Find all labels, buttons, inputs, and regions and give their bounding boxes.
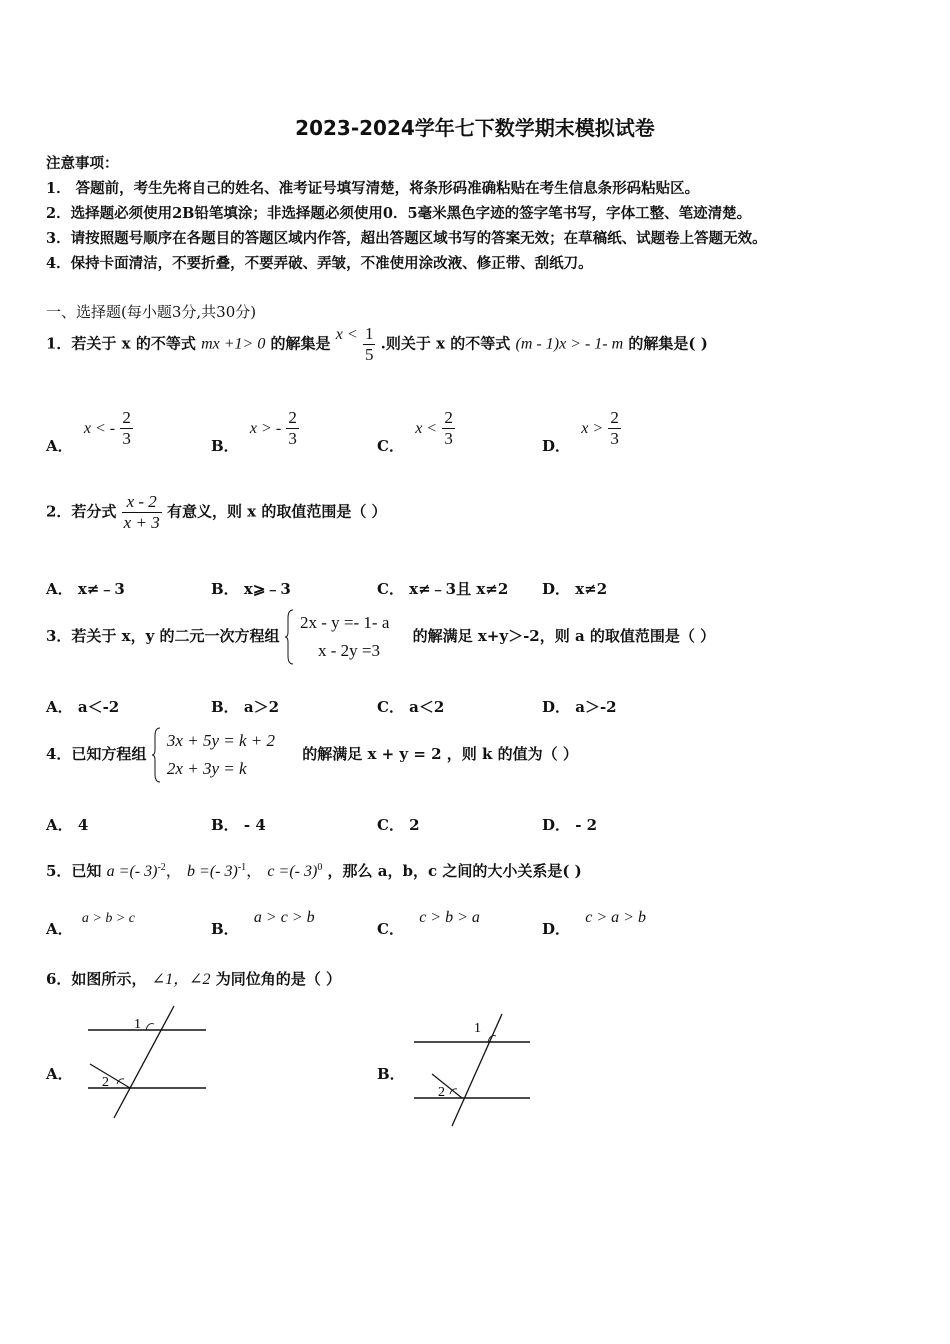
notes-heading: 注意事项： <box>46 155 119 172</box>
q3-suffix: 的解满足 x+y＞-2，则 a 的取值范围是（ ） <box>412 627 716 645</box>
option-label: B． <box>211 436 239 455</box>
q5-b-exp: -1 <box>237 862 247 873</box>
q1-option-d[interactable] <box>542 408 621 455</box>
q5-option-a[interactable] <box>46 906 135 938</box>
q6-angles: ∠1，∠2 <box>151 971 211 988</box>
q1-option-c[interactable] <box>377 408 455 455</box>
q5-option-b[interactable] <box>211 906 315 938</box>
option-label: D． <box>542 920 571 938</box>
q1-inequality-2: (m - 1)x > - 1- m <box>515 335 624 353</box>
q5-option-c[interactable] <box>377 906 480 938</box>
angle-label-1: 1 <box>474 1021 481 1036</box>
q1-mid2: .则关于 x 的不等式 <box>380 334 511 353</box>
q3-option-a[interactable]: A． a＜-2 <box>46 698 120 716</box>
q2-option-c[interactable]: C． x≠﹣3且 x≠2 <box>377 580 509 598</box>
q1-mid: 的解集是 <box>270 334 331 353</box>
option-den: 3 <box>288 429 297 448</box>
question-4 <box>46 726 578 784</box>
note-item: 1． 答题前，考生先将自己的姓名、准考证号填写清楚，将条形码准确粘贴在考生信息条形码粘贴区。 <box>46 180 700 197</box>
q5-c-exp: 0 <box>317 862 323 873</box>
q1-solution-fraction <box>363 324 376 365</box>
q2-den: x + 3 <box>123 513 160 532</box>
q6-prefix: 6．如图所示， <box>46 970 147 988</box>
q5-option-d[interactable] <box>542 906 646 938</box>
q3-eq2: x - 2y =3 <box>318 641 381 660</box>
q4-eq1: 3x + 5y = k + 2 <box>166 731 275 750</box>
option-num: 2 <box>610 408 619 427</box>
q6-figure-a <box>84 1002 214 1122</box>
option-expr: a > c > b <box>253 909 315 926</box>
option-label: C． <box>377 920 404 938</box>
q6-suffix: 为同位角的是（ ） <box>215 970 341 988</box>
question-5: 5．已知 a =(- 3)$^{-2}$， b =(- 3)$^{-1}$， c =(- 3)$^0$ ，那么 a，b，c 之间的大小关系是( ) <box>46 862 582 880</box>
option-label: A． <box>46 920 73 938</box>
question-3 <box>46 608 715 666</box>
brace-icon <box>152 726 162 784</box>
q3-system <box>300 609 389 665</box>
q5-a-exp: -2 <box>157 862 166 873</box>
q2-suffix: 有意义，则 x 的取值范围是（ ） <box>166 502 387 521</box>
q1-sol-num: 1 <box>364 324 374 343</box>
angle-label-1: 1 <box>134 1017 141 1032</box>
option-num: 2 <box>444 408 453 427</box>
q4-eq2: 2x + 3y = k <box>166 759 247 778</box>
option-expr: x > - <box>249 419 282 437</box>
q6-option-b[interactable]: B． <box>377 1065 405 1083</box>
q1-sol-den: 5 <box>364 345 374 364</box>
q2-prefix: 2．若分式 <box>46 502 117 521</box>
q1-solution-lhs: x < <box>335 325 358 343</box>
angle-label-2: 2 <box>102 1075 109 1090</box>
q2-option-a[interactable]: A． x≠﹣3 <box>46 580 125 598</box>
option-num: 2 <box>288 408 297 427</box>
q5-prefix: 5．已知 <box>46 862 102 880</box>
q4-option-d[interactable]: D． - 2 <box>542 816 598 834</box>
option-label: D． <box>542 436 571 455</box>
option-expr: x > <box>581 419 604 437</box>
q5-b-expr: b =(- 3) <box>187 863 238 880</box>
q4-option-a[interactable]: A． 4 <box>46 816 89 834</box>
q4-option-b[interactable]: B． - 4 <box>211 816 266 834</box>
option-expr: x < - <box>83 419 116 437</box>
q2-fraction <box>122 492 162 533</box>
q1-suffix: 的解集是( ) <box>628 334 708 353</box>
q1-inequality: mx +1> 0 <box>201 335 266 353</box>
q6-option-a[interactable]: A． <box>46 1065 73 1083</box>
q4-prefix: 4．已知方程组 <box>46 745 147 763</box>
option-den: 3 <box>444 429 453 448</box>
q2-num: x - 2 <box>122 492 162 513</box>
q4-option-c[interactable]: C． 2 <box>377 816 420 834</box>
q1-option-b[interactable] <box>211 408 299 455</box>
q3-option-c[interactable]: C． a＜2 <box>377 698 445 716</box>
question-1 <box>46 324 708 365</box>
brace-icon <box>285 608 295 666</box>
option-expr: c > b > a <box>419 909 480 926</box>
option-expr: a > b > c <box>81 911 135 926</box>
option-label: C． <box>377 436 404 455</box>
q5-a-expr: a =(- 3) <box>106 863 158 880</box>
q3-option-b[interactable]: B． a＞2 <box>211 698 280 716</box>
q3-eq1: 2x - y =- 1- a <box>300 613 390 632</box>
question-6 <box>46 966 341 989</box>
option-num: 2 <box>122 408 131 427</box>
note-item: 4．保持卡面清洁，不要折叠，不要弄破、弄皱，不准使用涂改液、修正带、刮纸刀。 <box>46 255 593 272</box>
q6-figure-b <box>410 1010 540 1130</box>
q1-prefix: 1．若关于 x 的不等式 <box>46 334 196 353</box>
option-label: A． <box>46 436 73 455</box>
option-expr: c > a > b <box>585 909 646 926</box>
q2-option-b[interactable]: B． x⩾﹣3 <box>211 580 291 598</box>
q4-system <box>167 727 275 783</box>
note-item: 3．请按照题号顺序在各题目的答题区域内作答，超出答题区域书写的答案无效；在草稿纸、试题卷上答题无效。 <box>46 230 767 247</box>
option-label: B． <box>211 920 239 938</box>
question-2 <box>46 492 387 533</box>
q3-option-d[interactable]: D． a＞-2 <box>542 698 617 716</box>
q3-prefix: 3．若关于 x，y 的二元一次方程组 <box>46 627 280 645</box>
section-heading: 一、选择题(每小题3分,共30分) <box>46 303 257 321</box>
q4-suffix: 的解满足 x + y = 2 ，则 k 的值为（ ） <box>302 745 578 763</box>
angle-label-2: 2 <box>438 1085 445 1100</box>
option-den: 3 <box>610 429 619 448</box>
q1-option-a[interactable] <box>46 408 133 455</box>
option-expr: x < <box>415 419 438 437</box>
page-title: 2023-2024学年七下数学期末模拟试卷 <box>295 116 655 140</box>
option-den: 3 <box>122 429 131 448</box>
q5-c-expr: c =(- 3) <box>267 863 318 880</box>
q2-option-d[interactable]: D． x≠2 <box>542 580 608 598</box>
q5-suffix: ，那么 a，b，c 之间的大小关系是( ) <box>327 862 582 880</box>
note-item: 2．选择题必须使用2B铅笔填涂；非选择题必须使用0．5毫米黑色字迹的签字笔书写，字体工整、笔迹清楚。 <box>46 205 752 222</box>
